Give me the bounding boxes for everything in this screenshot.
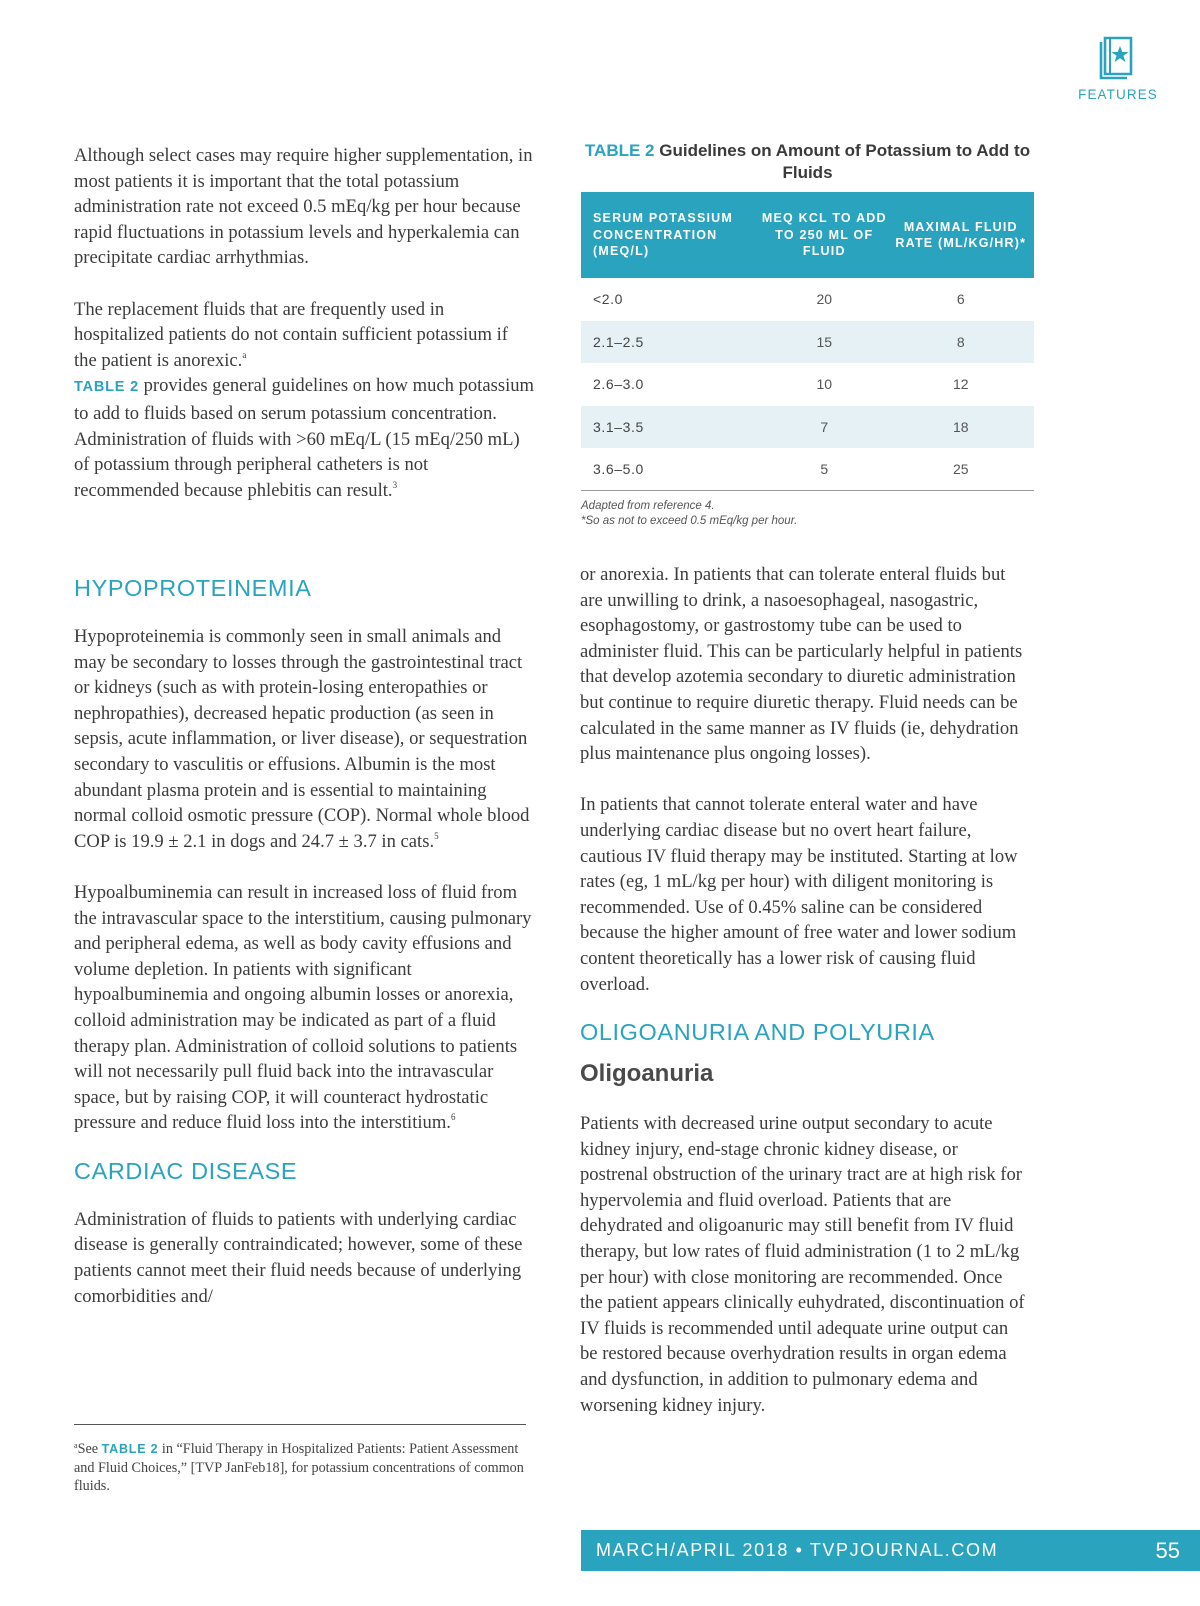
table-asterisk-note: *So as not to exceed 0.5 mEq/kg per hour.	[581, 515, 798, 527]
paragraph-text: Hypoalbuminemia can result in increased loss of fluid from the intravascular space to the interstitium, causing pulmonary and peripheral edema, as well as body cavity effusions and volume depletion. In patients with significant hypoalbuminemia and ongoing albumin losses or anorexia, colloid administration may be indicated as part of a fluid therapy plan. Administration of colloid solutions to patients will not necessarily pull fluid back into the intravascular space, but by raising COP, it will counteract hydrostatic pressure and reduce fluid loss into the interstitium.	[74, 881, 532, 1134]
paragraph: Patients with decreased urine output secondary to acute kidney injury, end-stage chronic kidney disease, or postrenal obstruction of the urinary tract are at high risk for hypervolemia and fluid overload. Patients that are dehydrated and oligoanuric may still benefit from IV fluid therapy, but low rates of fluid administration (1 to 2 mL/kg per hour) with close monitoring are recommended. Once the patient appears clinically euhydrated, discontinuation of IV fluids is recommended until adequate urine output can be restored because overhydration results in organ edema and dysfunction, in addition to pulmonary edema and worsening kidney injury.	[580, 1113, 1025, 1416]
footnote-text: See	[77, 1441, 102, 1457]
column-header: MAXIMAL FLUID RATE (ML/KG/HR)*	[888, 192, 1034, 278]
footnote-marker: a	[242, 349, 247, 360]
paragraph: Administration of fluids to patients with underlying cardiac disease is generally contraindicated; however, some of these patients cannot meet their fluid needs because of underlying comorbidities and/	[74, 1208, 523, 1307]
cell-rate: 12	[953, 376, 969, 393]
right-column	[580, 562, 1025, 1444]
table-source-note: Adapted from reference 4.	[581, 500, 715, 512]
cell-meq: 20	[816, 291, 833, 308]
cell-rate: 6	[956, 291, 965, 308]
cell-concentration: 2.1–2.5	[581, 321, 761, 364]
citation-marker: 3	[392, 479, 398, 490]
footnote-text: in “Fluid Therapy in Hospitalized Patients: Patient Assessment and Fluid Choices,” [TVP JanFeb18], for potassium concentrations of common fluids.	[74, 1441, 524, 1494]
table-row	[581, 321, 1034, 364]
table-row	[581, 448, 1034, 491]
cell-meq: 15	[761, 321, 888, 364]
paragraph-text: provides general guidelines on how much potassium to add to fluids based on serum potassium concentration. Administration of fluids with >60 mEq/L (15 mEq/250 mL) of potassium through peripheral catheters is not recommended because phlebitis can result.	[74, 375, 534, 501]
table-row	[581, 406, 1034, 449]
left-column-top	[74, 143, 534, 529]
paragraph: or anorexia. In patients that can tolerate enteral fluids but are unwilling to drink, a nasoesophageal, nasogastric, esophagostomy, or gastrostomy tube can be used to administer fluid. This can be particularly helpful in patients that develop azotemia secondary to diuretic administration but continue to require diuretic therapy. Fluid needs can be calculated in the same manner as IV fluids (ie, dehydration plus maintenance plus ongoing losses).	[580, 564, 1023, 765]
book-star-icon	[1097, 34, 1137, 82]
paragraph	[74, 297, 534, 504]
cell-rate: 25	[888, 448, 1034, 491]
column-header: SERUM POTASSIUM CONCENTRATION (MEQ/L)	[581, 192, 761, 278]
table-2	[581, 140, 1034, 529]
table-row	[581, 278, 1034, 321]
paragraph	[74, 880, 534, 1136]
table-label: TABLE 2	[584, 141, 655, 160]
paragraph: Although select cases may require higher supplementation, in most patients it is important that the total potassium administration rate not exceed 0.5 mEq/kg per hour because rapid fluctuations in potassium levels and hyperkalemia can precipitate cardiac arrhythmias.	[74, 145, 533, 269]
left-column	[74, 575, 534, 1335]
table-reference-link[interactable]: TABLE 2	[74, 379, 139, 396]
heading-cardiac-disease: CARDIAC DISEASE	[74, 1157, 298, 1184]
footnote-divider	[74, 1424, 526, 1425]
section-label: FEATURES	[1078, 87, 1158, 102]
paragraph	[74, 624, 534, 854]
cell-meq: 7	[761, 406, 888, 449]
cell-rate: 18	[888, 406, 1034, 449]
paragraph-text: The replacement fluids that are frequently used in hospitalized patients do not contain sufficient potassium if the patient is anorexic.	[74, 298, 508, 371]
cell-meq: 10	[816, 376, 833, 393]
heading-hypoproteinemia: HYPOPROTEINEMIA	[74, 575, 312, 601]
column-header: MEQ KCL TO ADD TO 250 ML OF FLUID	[761, 192, 888, 278]
footer-issue-url: MARCH/APRIL 2018 • TVPJOURNAL.COM	[596, 1540, 999, 1560]
footnote-marker: a	[74, 1441, 78, 1450]
table-reference-link[interactable]: TABLE 2	[101, 1442, 159, 1456]
footer-bar	[581, 1530, 1200, 1571]
table-row	[581, 363, 1034, 406]
citation-marker: 6	[450, 1112, 456, 1123]
cell-concentration: 2.6–3.0	[593, 376, 644, 393]
cell-concentration: <2.0	[593, 291, 624, 308]
cell-concentration: 3.6–5.0	[581, 448, 761, 491]
paragraph: In patients that cannot tolerate enteral water and have underlying cardiac disease but no overt heart failure, cautious IV fluid therapy may be instituted. Starting at low rates (eg, 1 mL/kg per hour) with diligent monitoring is recommended. Use of 0.45% saline can be considered because the higher amount of free water and lower sodium content theoretically has a lower risk of causing fluid overload.	[580, 794, 1018, 995]
table-title-text: Guidelines on Amount of Potassium to Add to Fluids	[659, 141, 1031, 182]
cell-meq: 5	[761, 448, 888, 491]
footnote	[74, 1440, 526, 1496]
cell-concentration: 3.1–3.5	[581, 406, 761, 449]
paragraph-text: Hypoproteinemia is commonly seen in small animals and may be secondary to losses through the gastrointestinal tract or kidneys (such as with protein-losing enteropathies or nephropathies), decreased hepatic production (as seen in sepsis, acute inflammation, or liver disease), or sequestration secondary to vasculitis or effusions. Albumin is the most abundant plasma protein and is essential to maintaining normal colloid osmotic pressure (COP). Normal whole blood COP is 19.9 ± 2.1 in dogs and 24.7 ± 3.7 in cats.	[74, 626, 530, 852]
table-notes	[581, 499, 1034, 529]
subheading-oligoanuria: Oligoanuria	[580, 1060, 714, 1088]
heading-oligoanuria-polyuria: OLIGOANURIA AND POLYURIA	[580, 1019, 935, 1046]
table-title	[581, 140, 1034, 184]
page-number: 55	[1155, 1538, 1180, 1563]
potassium-table	[581, 192, 1034, 491]
citation-marker: 5	[434, 830, 439, 841]
cell-rate: 8	[888, 321, 1034, 364]
